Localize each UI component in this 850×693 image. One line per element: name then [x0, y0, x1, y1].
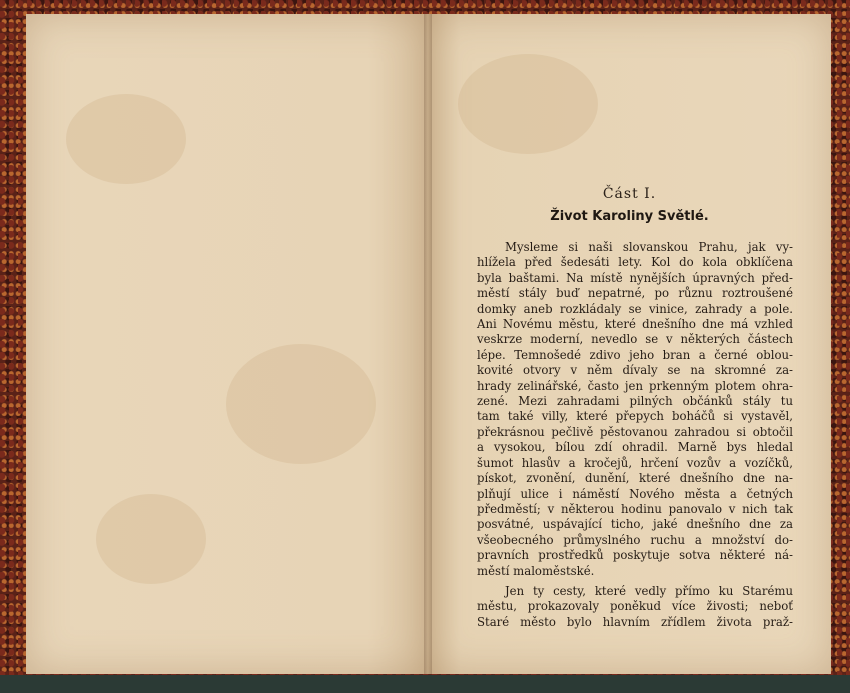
text-line: Jen ty cesty, které vedly přímo ku Starému — [505, 583, 793, 598]
text-line: městí stály buď nepatrné, po různu roztroušené — [477, 286, 793, 301]
chapter-title: Život Karoliny Světlé. — [550, 209, 709, 224]
text-line: byla baštami. Na místě nynějších úpravných před- — [477, 270, 793, 285]
paper-stain — [226, 344, 376, 464]
left-page-blank — [26, 14, 428, 674]
paper-stain — [458, 54, 598, 154]
text-line: tam také villy, které přepych boháčů si vystavěl, — [477, 409, 793, 424]
cloth-binding — [0, 675, 850, 693]
paper-stain — [66, 94, 186, 184]
text-line: Ani Novému městu, které dnešního dne má vzhled — [477, 317, 793, 332]
text-line: Mysleme si naši slovanskou Prahu, jak vy- — [505, 240, 793, 254]
body-text — [477, 240, 793, 630]
text-line: a vysokou, bílou zdí ohradil. Marně bys hledal — [477, 440, 793, 455]
paper-stain — [96, 494, 206, 584]
book-gutter — [424, 14, 432, 674]
text-line: plňují ulice i náměstí Nového města a četných — [477, 486, 793, 501]
text-line: kovité otvory v něm dívaly se na skromné za- — [477, 363, 793, 378]
text-line: městu, prokazovaly poněkud více živosti; neboť — [477, 599, 793, 614]
text-line: hrady zelinářské, často jen prkenným plotem ohra- — [477, 378, 793, 393]
text-line: šumot hlasův a kročejů, hrčení vozův a vozíčků, — [477, 455, 793, 470]
text-line: hlížela před šedesáti lety. Kol do kola obklíčena — [477, 255, 793, 270]
text-line: překrásnou pečlivě pěstovanou zahradou si obtočil — [477, 424, 793, 439]
text-line: městí maloměstské. — [477, 563, 595, 578]
text-line: Staré město bylo hlavním zřídlem života praž- — [477, 614, 793, 629]
text-line: zené. Mezi zahradami pilných občánků stály tu — [477, 394, 793, 409]
text-line: pískot, zvonění, dunění, které dnešního dne na- — [477, 471, 793, 486]
text-line: lépe. Temnošedé zdivo jeho bran a černé oblou- — [477, 347, 793, 362]
text-line: předměstí; v některou hodinu panovalo v nich tak — [477, 501, 793, 516]
text-line: pravních prostředků poskytuje sotva některé ná- — [477, 548, 793, 563]
text-line: všeobecného průmyslného ruchu a množství do- — [477, 532, 793, 547]
text-line: posvátné, uspávající ticho, jaké dnešního dne za — [477, 517, 793, 532]
text-line: domky aneb rozkládaly se vinice, zahrady a pole. — [477, 301, 793, 316]
part-heading: Část I. — [602, 186, 657, 202]
text-line: veskrze moderní, nevedlo se v některých částech — [477, 332, 793, 347]
